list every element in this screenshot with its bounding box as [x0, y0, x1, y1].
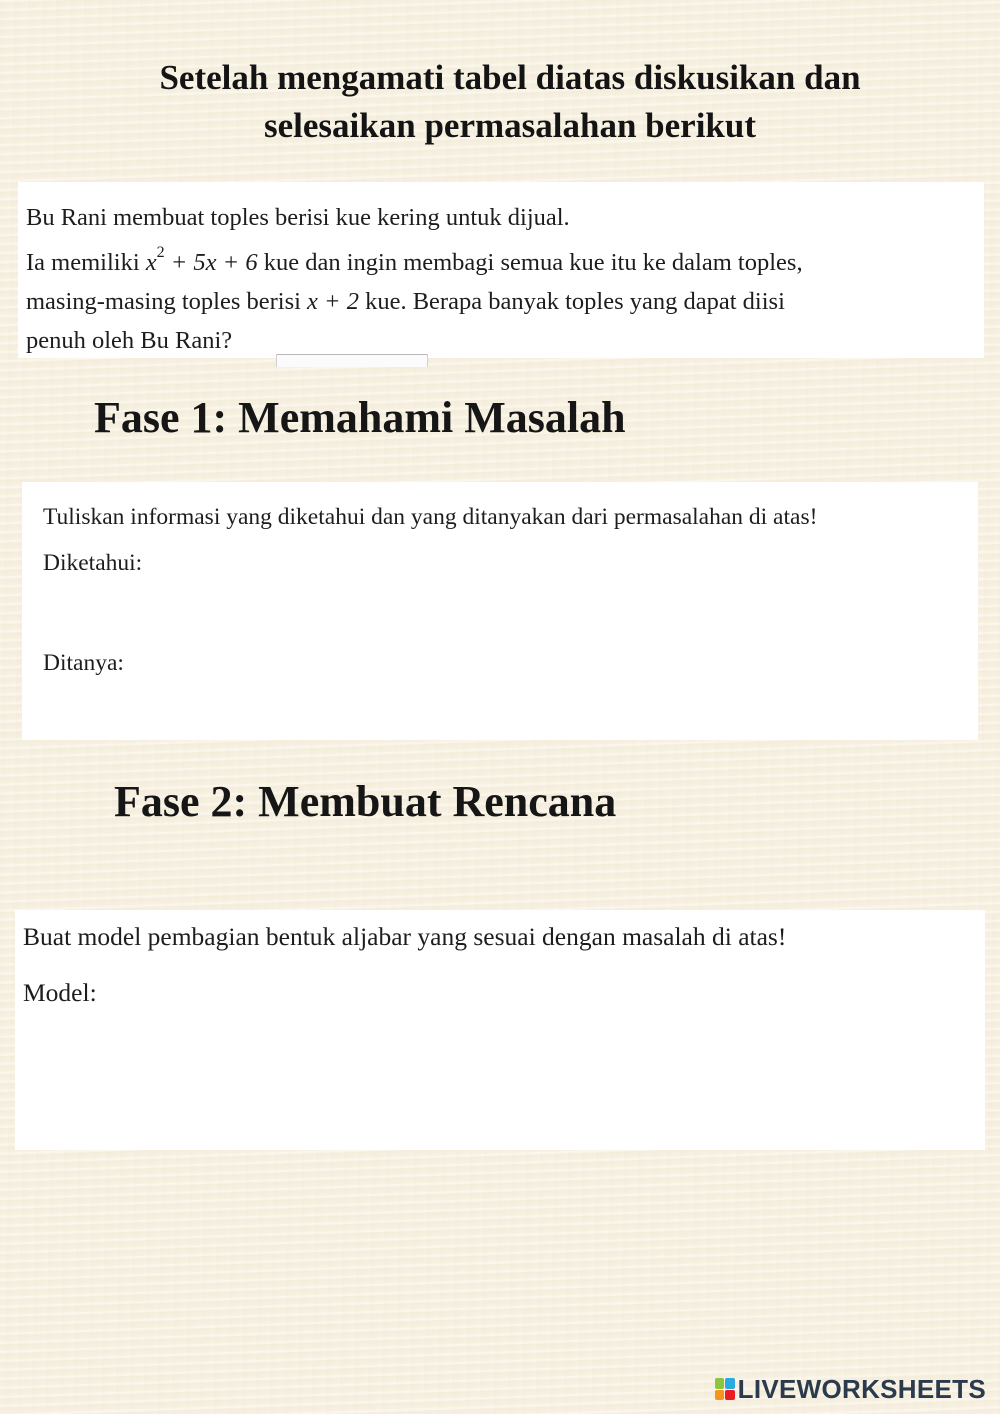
- problem-line-4: penuh oleh Bu Rani?: [26, 327, 233, 355]
- liveworksheets-logo-icon: [715, 1378, 735, 1400]
- model-label: Model:: [23, 978, 97, 1007]
- polynomial-expression: [145, 244, 258, 277]
- problem-line-2-prefix: Ia memiliki: [26, 249, 146, 277]
- problem-line-1: Bu Rani membuat toples berisi kue kering untuk dijual.: [26, 204, 570, 231]
- problem-line-2: [26, 237, 976, 282]
- problem-statement: [26, 198, 976, 360]
- phase-2-instruction: Buat model pembagian bentuk aljabar yang sesuai dengan masalah di atas!: [23, 922, 787, 951]
- phase-1-title: Fase 1: Memahami Masalah: [94, 393, 626, 442]
- liveworksheets-brand: [715, 1374, 986, 1404]
- answer-input-box[interactable]: [276, 354, 428, 367]
- phase-1-panel: [22, 482, 978, 740]
- phase-2-panel: [15, 910, 985, 1150]
- logo-square-3: [715, 1390, 725, 1401]
- heading-line-1: Setelah mengamati tabel diatas diskusikan dan: [159, 58, 861, 97]
- worksheet-heading: [60, 54, 960, 150]
- polynomial-rest: + 5x + 6: [164, 249, 258, 277]
- problem-line-3-prefix: masing-masing toples berisi: [26, 288, 308, 316]
- polynomial-variable: x: [145, 249, 157, 277]
- logo-square-2: [725, 1378, 735, 1389]
- logo-square-1: [715, 1378, 725, 1389]
- problem-line-3: [26, 282, 976, 321]
- known-label: Diketahui:: [43, 550, 143, 576]
- polynomial-exponent: 2: [156, 244, 165, 261]
- divisor-expression: x + 2: [307, 288, 359, 316]
- phase-2-title: Fase 2: Membuat Rencana: [114, 777, 617, 826]
- problem-line-3-suffix: kue. Berapa banyak toples yang dapat diisi: [358, 288, 785, 316]
- phase-1-instruction: Tuliskan informasi yang diketahui dan yang ditanyakan dari permasalahan di atas!: [43, 504, 818, 530]
- asked-label: Ditanya:: [43, 650, 124, 676]
- problem-line-2-suffix: kue dan ingin membagi semua kue itu ke dalam toples,: [257, 249, 803, 277]
- heading-line-2: selesaikan permasalahan berikut: [264, 106, 756, 145]
- brand-name: LIVEWORKSHEETS: [737, 1373, 986, 1404]
- problem-panel: [18, 182, 984, 358]
- logo-square-4: [725, 1390, 735, 1401]
